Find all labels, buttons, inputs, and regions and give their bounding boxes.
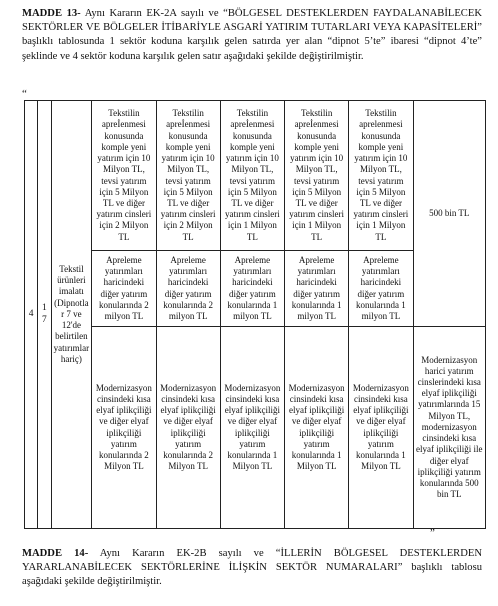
madde-14-heading: MADDE 14-	[22, 548, 89, 559]
region-3-threshold-cell: Tekstilin apreİenmesi konusunda komple yeni yatırım için 10 Milyon TL, tevsi yatırım için 5 Milyon TL ve diğer yatırım cinsleri için 1 Milyon TL	[220, 101, 284, 251]
madde-13-text: Aynı Kararın EK-2A sayılı ve “BÖLGESEL DESTEKLERDEN FAYDALANABİLECEK SEKTÖRLER VE BÖLGELER İTİBARİYLE ASGARİ YATIRIM TUTARLARI VEYA KAPASİTELERİ” başlıklı tablosunda 1 sektör koduna karşılık gelen satırda yer alan “dipnot 5’te” ibaresi “dipnot 4’te” şeklinde ve 4 sektör koduna karşılık gelen satır aşağıdaki şekilde değiştirilmiştir.	[22, 8, 482, 62]
madde-14-text: Aynı Kararın EK-2B sayılı ve “İLLERİN BÖLGESEL DESTEKLERDEN YARARLANABİLECEK SEKTÖRLERİNE İLİŞKİN SEKTÖR NUMARALARI” başlıklı tablosu aşağıdaki şekilde değiştirilmiştir.	[22, 548, 482, 588]
region-5-modernizasyon-cell: Modernizasyon cinsindeki kısa elyaf iplikçiliği ve diğer elyaf iplikçiliği yatırım konularında 1 Milyon TL	[349, 327, 413, 529]
closing-quote: ”	[430, 527, 435, 539]
madde-13-heading: MADDE 13-	[22, 8, 81, 19]
sector-table	[24, 100, 486, 529]
region-2-modernizasyon-cell: Modernizasyon cinsindeki kısa elyaf iplikçiliği ve diğer elyaf iplikçiliği yatırım konularında 2 Milyon TL	[156, 327, 220, 529]
sector-number-cell: 17	[38, 101, 51, 529]
region-3-apreleme-cell: Apreleme yatırımları haricindeki diğer yatırım konularında 1 milyon TL	[220, 251, 284, 327]
region-6-modernizasyon-cell: Modernizasyon harici yatırım cinslerindeki kısa elyaf iplikçiliği yatırımlarında 15 Milyon TL, modernizasyon cinsindeki kısa elyaf iplikçiliği ile diğer elyaf iplikçiliği yatırım konularında 500 bin TL	[413, 327, 485, 529]
opening-quote: “	[22, 88, 27, 100]
region-2-threshold-cell: Tekstilin apreİenmesi konusunda komple yeni yatırım için 10 Milyon TL, tevsi yatırım için 5 Milyon TL ve diğer yatırım cinsleri için 2 Milyon TL	[156, 101, 220, 251]
region-2-apreleme-cell: Apreleme yatırımları haricindeki diğer yatırım konularında 2 milyon TL	[156, 251, 220, 327]
table-row	[25, 327, 486, 529]
region-5-threshold-cell: Tekstilin aprelenmesi konusunda komple yeni yatırım için 10 Milyon TL, tevsi yatırım için 5 Milyon TL ve diğer yatırım cinsleri için 1 Milyon TL	[349, 101, 413, 251]
madde-14-paragraph	[22, 547, 482, 590]
region-4-apreleme-cell: Apreleme yatırımları haricindeki diğer yatırım konularında 1 milyon TL	[285, 251, 349, 327]
table-row	[25, 101, 486, 251]
region-3-modernizasyon-cell: Modernizasyon cinsindeki kısa elyaf iplikçiliği ve diğer elyaf iplikçiliği yatırım konularında 1 Milyon TL	[220, 327, 284, 529]
region-1-apreleme-cell: Apreleme yatırımları haricindeki diğer yatırım konularında 2 milyon TL	[92, 251, 156, 327]
region-1-threshold-cell: Tekstilin apreİenmesi konusunda komple yeni yatırım için 10 Milyon TL, tevsi yatırım için 5 Milyon TL ve diğer yatırım cinsleri için 2 Milyon TL	[92, 101, 156, 251]
sector-code-cell: 4	[25, 101, 38, 529]
region-4-modernizasyon-cell: Modernizasyon cinsindeki kısa elyaf iplikçiliği ve diğer elyaf iplikçiliği yatırım konularında 1 Milyon TL	[285, 327, 349, 529]
region-6-threshold-cell: 500 bin TL	[413, 101, 485, 327]
sector-name-cell: Tekstil ürünleri imalatı (Dipnotlar 7 ve 12'de belirtilen yatırımlar hariç)	[51, 101, 92, 529]
region-4-threshold-cell: Tekstilin apreİenmesi konusunda komple yeni yatırım için 10 Milyon TL, tevsi yatırım için 5 Milyon TL ve diğer yatırım cinsleri için 1 Milyon TL	[285, 101, 349, 251]
region-1-modernizasyon-cell: Modernizasyon cinsindeki kısa elyaf iplikçiliği ve diğer elyaf iplikçiliği yatırım konularında 2 Milyon TL	[92, 327, 156, 529]
madde-13-paragraph	[22, 7, 482, 64]
region-5-apreleme-cell: Apreleme yatırımları haricindeki diğer yatırım konularında 1 milyon TL	[349, 251, 413, 327]
